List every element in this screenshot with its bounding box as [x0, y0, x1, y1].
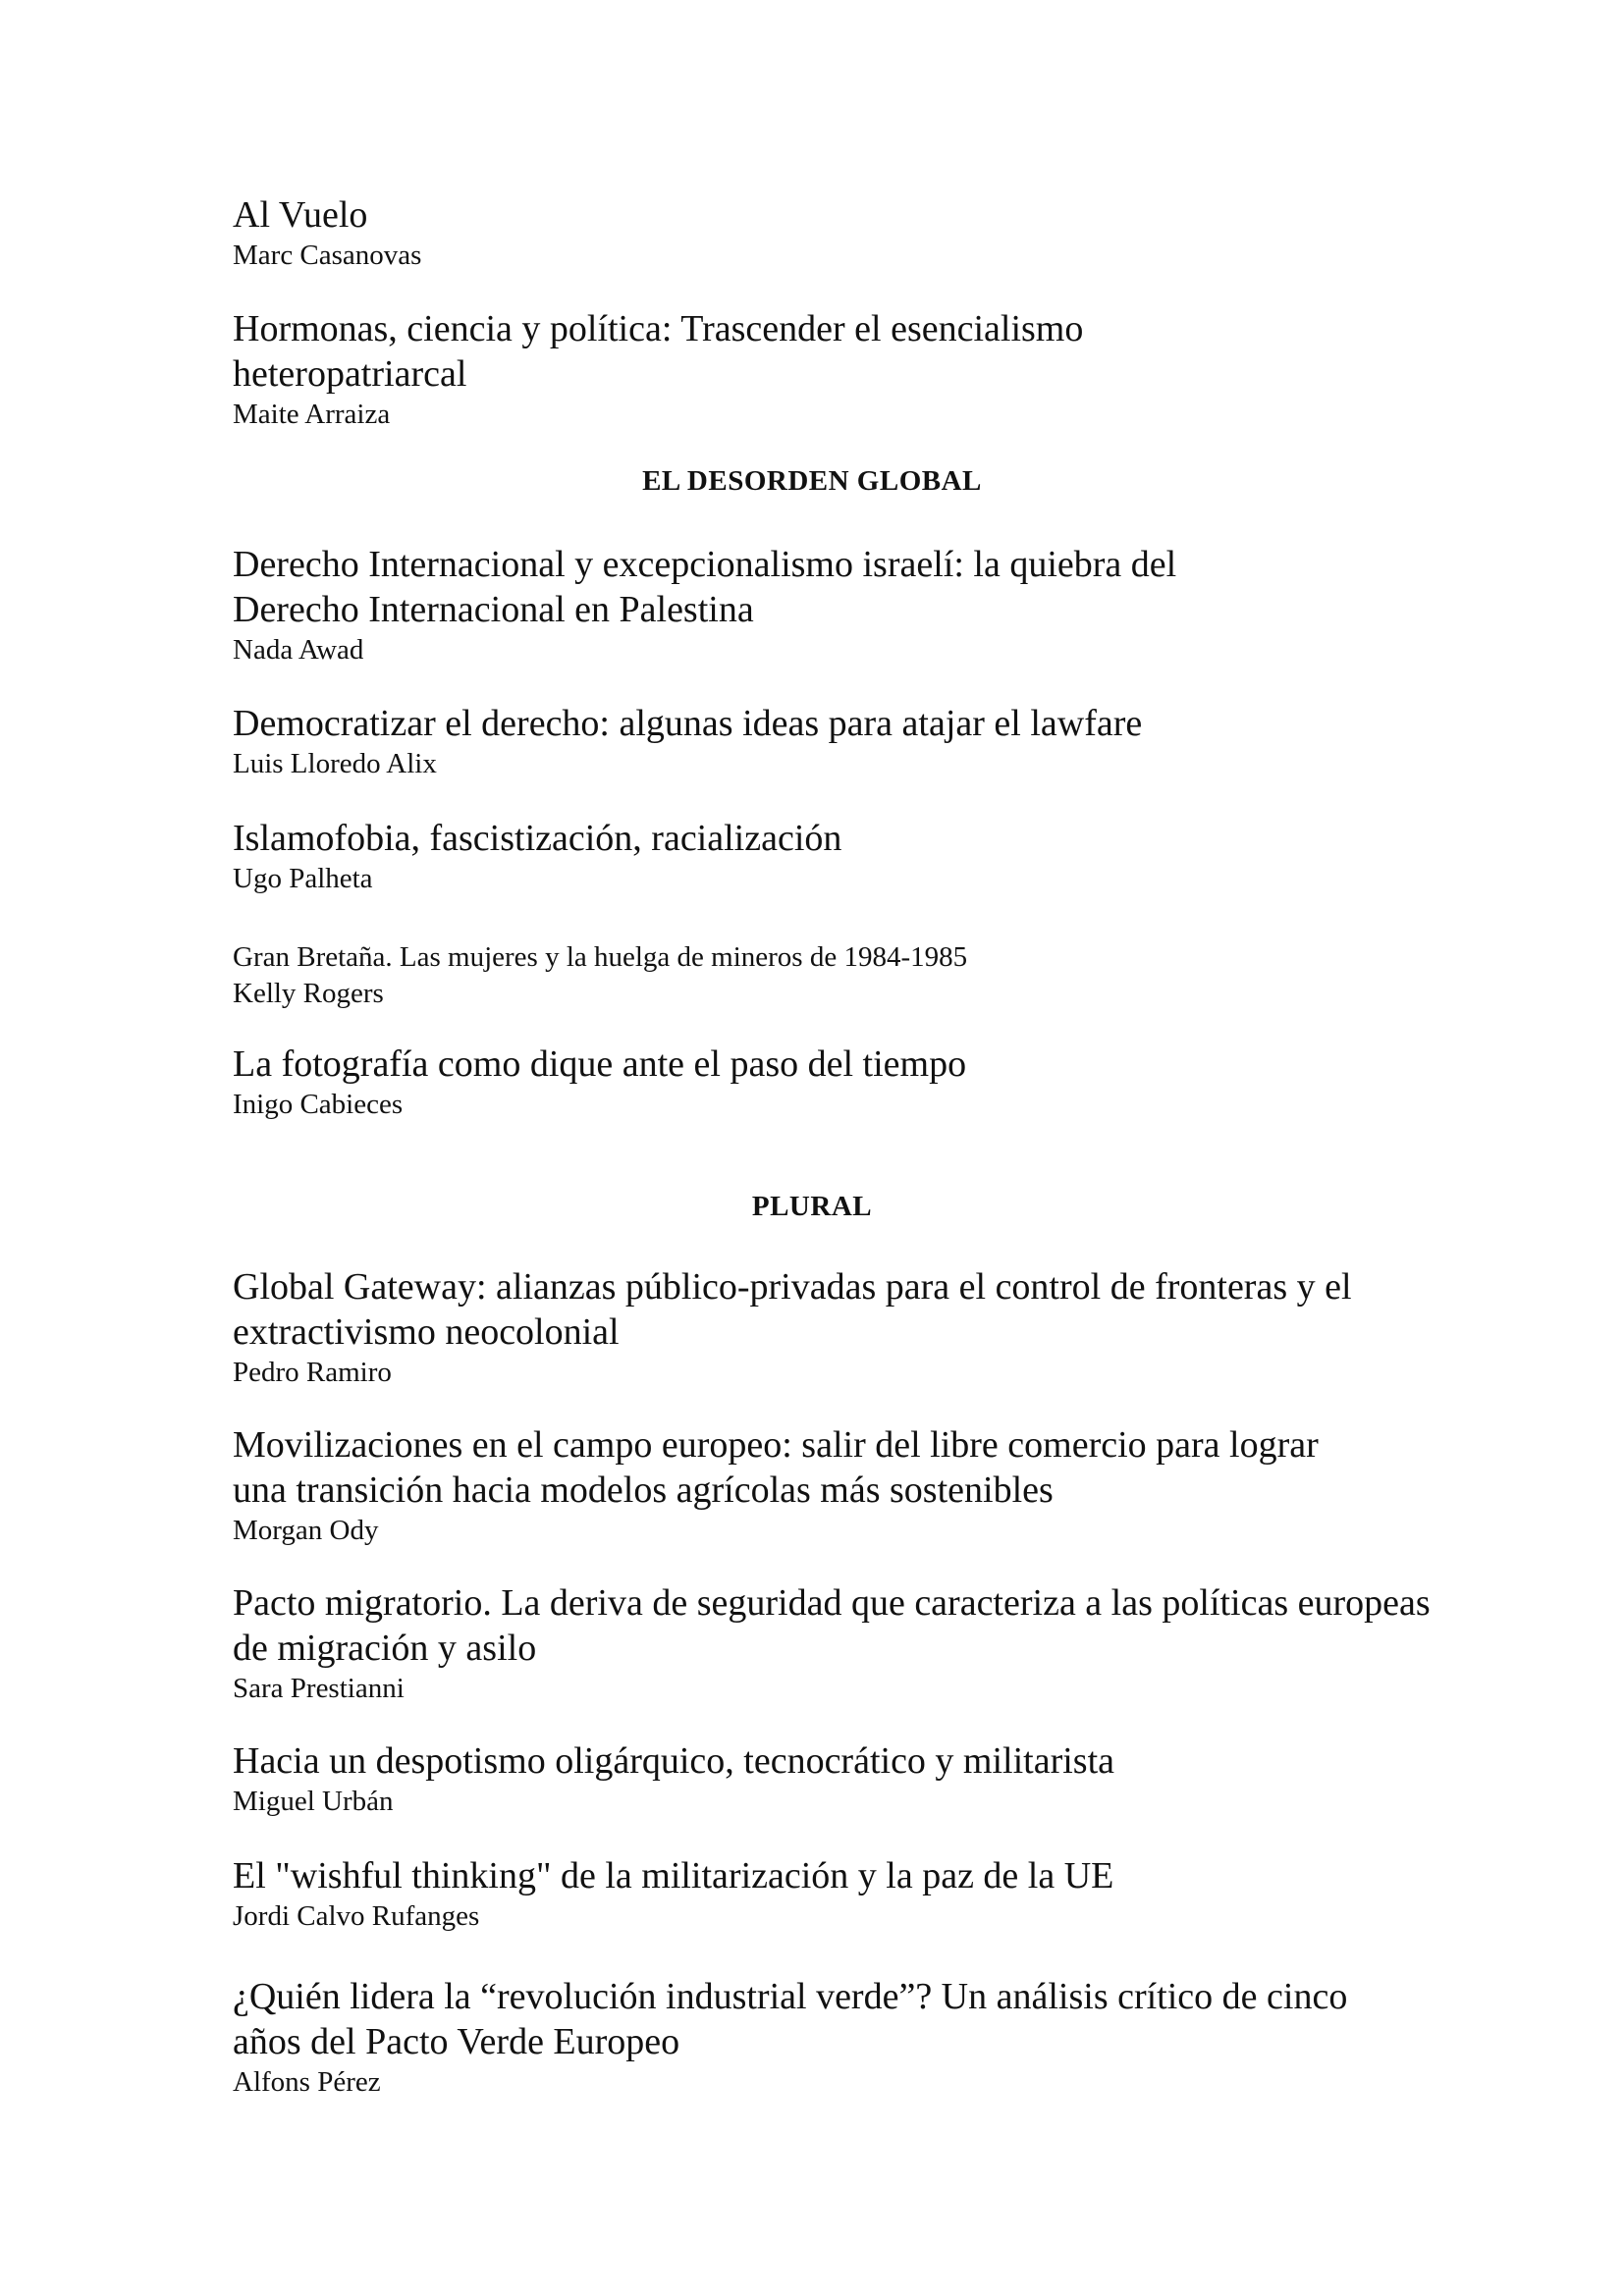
entry-title: ¿Quién lidera la “revolución industrial verde”? Un análisis crítico de cinco años del Pacto Verde Europeo	[233, 1976, 1348, 2062]
entry-author: Sara Prestianni	[233, 1673, 405, 1704]
entry-author: Jordi Calvo Rufanges	[233, 1900, 480, 1932]
entry-fotografia	[233, 1041, 1431, 1122]
entry-title: Pacto migratorio. La deriva de seguridad que caracteriza a las políticas europeas de migración y asilo	[233, 1582, 1431, 1669]
entry-wishful-thinking	[233, 1853, 1431, 1934]
section-heading: PLURAL	[751, 1191, 873, 1222]
entry-author: Inigo Cabieces	[233, 1089, 404, 1120]
entry-title: Democratizar el derecho: algunas ideas para atajar el lawfare	[233, 703, 1143, 744]
entry-hormonas	[233, 306, 1431, 432]
entry-title: La fotografía como dique ante el paso del tiempo	[233, 1043, 967, 1085]
entry-title: Hacia un despotismo oligárquico, tecnocrático y militarista	[233, 1740, 1115, 1782]
entry-gran-bretana	[233, 938, 1431, 1011]
entry-despotismo	[233, 1738, 1431, 1819]
entry-author: Pedro Ramiro	[233, 1357, 392, 1388]
entry-author: Kelly Rogers	[233, 978, 384, 1009]
entry-islamofobia	[233, 816, 1431, 896]
entry-title: Movilizaciones en el campo europeo: salir del libre comercio para lograr una transición hacia modelos agrícolas más sostenibles	[233, 1424, 1319, 1511]
entry-global-gateway	[233, 1264, 1431, 1390]
entry-title: Derecho Internacional y excepcionalismo israelí: la quiebra del Derecho Internacional en Palestina	[233, 544, 1177, 630]
entry-title: El "wishful thinking" de la militarización y la paz de la UE	[233, 1855, 1114, 1896]
entry-derecho-internacional	[233, 542, 1431, 667]
entry-author: Alfons Pérez	[233, 2066, 381, 2098]
entry-author: Maite Arraiza	[233, 399, 391, 430]
entry-al-vuelo	[233, 192, 1431, 273]
section-heading: EL DESORDEN GLOBAL	[642, 465, 982, 497]
entry-title: Gran Bretaña. Las mujeres y la huelga de mineros de 1984-1985	[233, 941, 968, 973]
entry-title: Al Vuelo	[233, 194, 368, 236]
entry-title: Islamofobia, fascistización, racialización	[233, 818, 842, 859]
entry-movilizaciones	[233, 1422, 1431, 1548]
entry-author: Morgan Ody	[233, 1515, 379, 1546]
entry-author: Ugo Palheta	[233, 863, 373, 894]
entry-pacto-migratorio	[233, 1580, 1431, 1706]
entry-author: Nada Awad	[233, 634, 364, 666]
entry-revolucion-verde	[233, 1974, 1431, 2100]
entry-democratizar	[233, 701, 1431, 781]
entry-title: Global Gateway: alianzas público-privadas para el control de fronteras y el extractivismo neocolonial	[233, 1266, 1352, 1353]
entry-author: Luis Lloredo Alix	[233, 748, 437, 779]
entry-title: Hormonas, ciencia y política: Trascender el esencialismo heteropatriarcal	[233, 308, 1084, 395]
entry-author: Marc Casanovas	[233, 240, 422, 271]
entry-author: Miguel Urbán	[233, 1786, 394, 1817]
